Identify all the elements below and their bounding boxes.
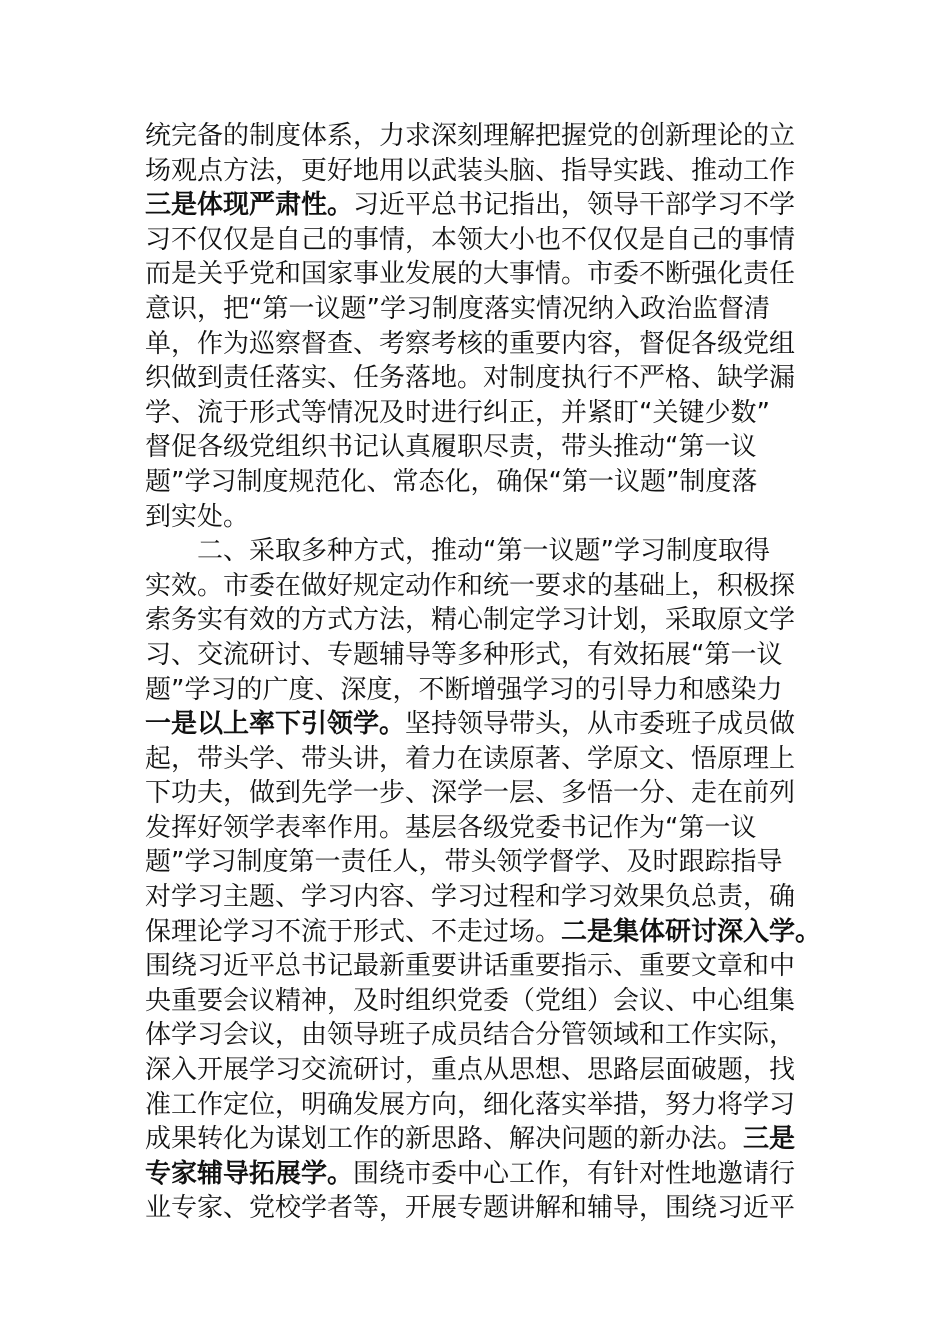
body-text: 习近平总书记指出，领导干部学习不学 — [353, 190, 796, 221]
text-line — [145, 949, 810, 984]
text-line — [145, 257, 810, 292]
body-text: 索务实有效的方式方法，精心制定学习计划，采取原文学 — [145, 605, 796, 636]
text-line — [145, 396, 810, 431]
bold-heading-text: 三是 — [743, 1124, 796, 1155]
body-text: 意识，把“第一议题”学习制度落实情况纳入政治监督清 — [145, 293, 770, 324]
body-text: 实效。市委在做好规定动作和统一要求的基础上，积极探 — [145, 570, 796, 601]
body-text: 单，作为巡察督查、考察考核的重要内容，督促各级党组 — [145, 328, 796, 359]
body-text: 习、交流研讨、专题辅导等多种形式，有效拓展“第一议 — [145, 639, 783, 670]
text-line — [145, 500, 810, 535]
text-line — [145, 569, 810, 604]
text-line — [145, 880, 810, 915]
text-line — [145, 603, 810, 638]
body-text: 题”学习制度规范化、常态化，确保“第一议题”制度落 — [145, 466, 758, 497]
text-line — [145, 673, 810, 708]
text-line — [145, 465, 810, 500]
text-line — [145, 1191, 810, 1226]
body-text: 围绕习近平总书记最新重要讲话重要指示、重要文章和中 — [145, 951, 796, 982]
text-line — [145, 845, 810, 880]
body-text: 二、采取多种方式，推动“第一议题”学习制度取得 — [197, 536, 770, 567]
text-line — [145, 1122, 810, 1157]
body-text: 下功夫，做到先学一步、深学一层、多悟一分、走在前列 — [145, 778, 796, 809]
body-text: 对学习主题、学习内容、学习过程和学习效果负总责，确 — [145, 882, 796, 913]
text-line — [145, 361, 810, 396]
body-text: 题”学习制度第一责任人，带头领学督学、及时跟踪指导 — [145, 847, 783, 878]
bold-heading-text: 三是体现严肃性。 — [145, 190, 354, 221]
body-text: 统完备的制度体系，力求深刻理解把握党的创新理论的立 — [145, 121, 796, 151]
text-line — [145, 292, 810, 327]
text-line — [145, 327, 810, 362]
bold-heading-text: 二是集体研讨深入学。 — [561, 916, 822, 947]
text-line — [145, 154, 810, 189]
text-line — [145, 119, 810, 154]
body-text: 织做到责任落实、任务落地。对制度执行不严格、缺学漏 — [145, 363, 796, 394]
body-text: 起，带头学、带头讲，着力在读原著、学原文、悟原理上 — [145, 743, 796, 774]
body-text: 成果转化为谋划工作的新思路、解决问题的新办法。 — [145, 1124, 744, 1155]
text-line — [145, 430, 810, 465]
body-text: 保理论学习不流于形式、不走过场。 — [145, 916, 562, 947]
body-text: 深入开展学习交流研讨，重点从思想、思路层面破题，找 — [145, 1055, 796, 1086]
body-text: 题”学习的广度、深度，不断增强学习的引导力和感染力 — [145, 674, 783, 705]
text-line — [145, 1088, 810, 1123]
text-line — [145, 776, 810, 811]
bold-heading-text: 一是以上率下引领学。 — [145, 709, 406, 740]
text-line — [145, 1018, 810, 1053]
text-line — [145, 188, 810, 223]
text-line — [145, 534, 810, 569]
body-text: 而是关乎党和国家事业发展的大事情。市委不断强化责任 — [145, 259, 796, 290]
bold-heading-text: 专家辅导拓展学。 — [145, 1158, 354, 1189]
text-line — [145, 915, 822, 950]
text-line — [145, 1157, 810, 1192]
body-text: 准工作定位，明确发展方向，细化落实举措，努力将学习 — [145, 1089, 796, 1120]
text-line — [145, 707, 810, 742]
body-text: 到实处。 — [145, 501, 250, 532]
text-line — [145, 984, 810, 1019]
text-line — [145, 742, 810, 777]
text-line — [145, 1053, 810, 1088]
text-line — [145, 811, 810, 846]
text-line — [145, 223, 810, 258]
body-text: 发挥好领学表率作用。基层各级党委书记作为“第一议 — [145, 812, 757, 843]
body-text: 围绕市委中心工作，有针对性地邀请行 — [353, 1158, 796, 1189]
document-body — [145, 119, 822, 1226]
body-text: 督促各级党组织书记认真履职尽责，带头推动“第一议 — [145, 432, 757, 463]
body-text: 央重要会议精神，及时组织党委（党组）会议、中心组集 — [145, 985, 796, 1016]
body-text: 业专家、党校学者等，开展专题讲解和辅导，围绕习近平 — [145, 1193, 796, 1224]
body-text: 学、流于形式等情况及时进行纠正，并紧盯“关键少数” — [145, 397, 770, 428]
body-text: 习不仅仅是自己的事情，本领大小也不仅仅是自己的事情 — [145, 224, 796, 255]
body-text: 坚持领导带头，从市委班子成员做 — [405, 709, 796, 740]
text-line — [145, 638, 810, 673]
body-text: 体学习会议，由领导班子成员结合分管领域和工作实际， — [145, 1020, 796, 1051]
body-text: 场观点方法，更好地用以武装头脑、指导实践、推动工作 — [145, 155, 796, 186]
